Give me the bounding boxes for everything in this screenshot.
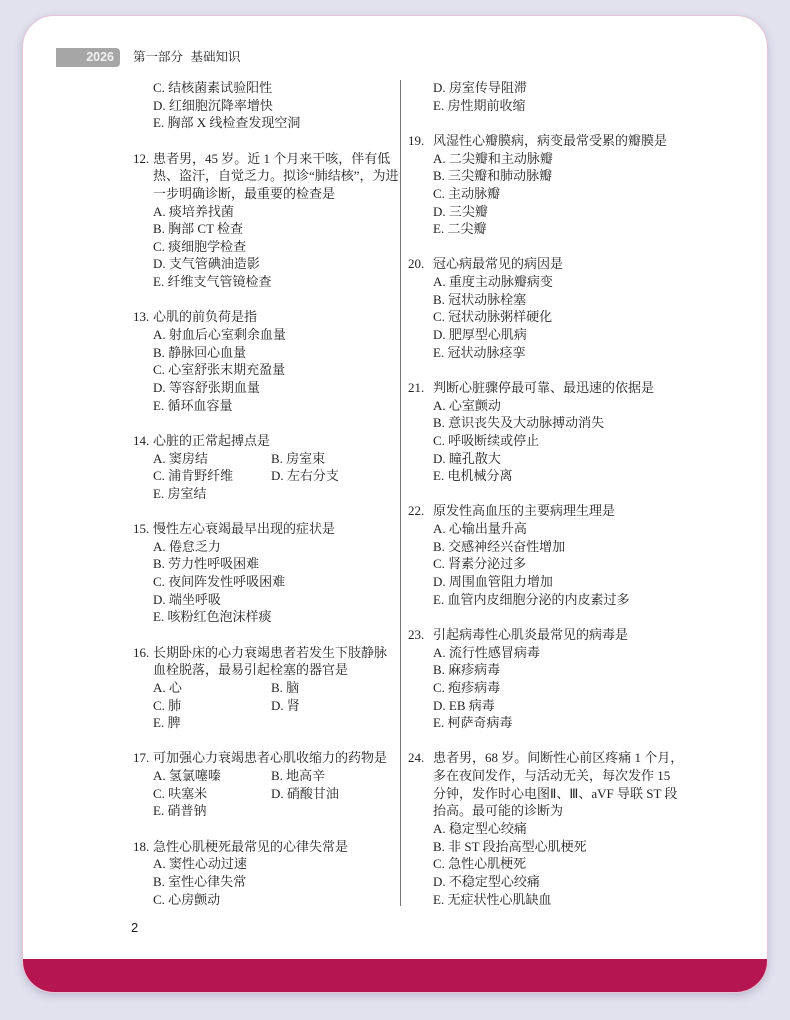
question-stem-line [408,626,668,644]
question [133,432,399,503]
question-number [133,661,153,679]
answer-option: E. 电机械分离 [433,468,513,484]
question-stem-line [133,749,399,767]
answer-options [408,273,668,361]
answer-option: A. 窦性心动过速 [153,856,247,872]
answer-option: C. 冠状动脉粥样硬化 [433,309,553,325]
question-number [408,802,433,820]
answer-option: C. 肾素分泌过多 [433,556,527,572]
answer-option: A. 痰培养找菌 [153,203,234,219]
answer-option: D. 红细胞沉降率增快 [153,97,273,113]
answer-option: C. 痰细胞学检查 [153,238,247,254]
question-stem-text: 冠心病最常见的病因是 [433,256,564,272]
question-stem-text: 判断心脏骤停最可靠、最迅速的依据是 [433,379,655,395]
answer-option: E. 二尖瓣 [433,221,487,237]
question-stem-line [133,185,399,203]
answer-option: A. 氢氯噻嗪 [153,768,221,784]
question-stem-text: 血栓脱落，最易引起栓塞的器官是 [153,662,349,678]
question-stem-text: 风湿性心瓣膜病，病变最常受累的瓣膜是 [433,132,668,148]
answer-option: D. 三尖瓣 [433,203,488,219]
column-divider [400,80,401,906]
question-stem-line [408,502,668,520]
answer-option: E. 无症状性心肌缺血 [433,891,552,907]
question-stem-line [133,644,399,662]
question-stem-line [133,661,399,679]
answer-option: A. 流行性感冒病毒 [433,644,540,660]
question-number: 17. [133,750,150,766]
section-title: 第一部分 基础知识 [133,50,241,64]
answer-option: E. 咳粉红色泡沫样痰 [153,609,272,625]
answer-option: D. 肥厚型心肌病 [433,327,527,342]
question-stem-line [408,749,684,767]
question [408,132,668,238]
question-stem-text: 急性心肌梗死最常见的心律失常是 [153,838,349,854]
page-number: 2 [131,920,139,935]
question-stem-text: 患者男，68 岁。间断性心前区疼痛 1 个月， [433,750,684,766]
answer-option: E. 循环血容量 [153,397,233,413]
answer-option: C. 呼吸断续或停止 [433,432,540,448]
answer-options [408,644,668,732]
question-stem-text: 心肌的前负荷是指 [153,309,258,325]
question-number: 18. [133,838,150,854]
question-stem-text: 抬高。最可能的诊断为 [433,803,564,819]
answer-option: C. 浦肯野纤维 [153,468,234,484]
answer-option: A. 重度主动脉瓣病变 [433,274,553,290]
answer-option: B. 室性心律失常 [153,873,247,889]
answer-option: C. 呋塞米 [153,785,208,801]
answer-option: D. 端坐呼吸 [153,591,221,607]
answer-options [133,450,399,503]
answer-option: E. 纤维支气管镜检查 [153,274,272,290]
answer-option: D. 肾 [271,697,300,713]
answer-option: D. 硝酸甘油 [271,785,339,801]
question-number: 24. [408,750,425,766]
answer-option: C. 心房颤动 [153,891,221,907]
answer-options [133,203,399,291]
answer-option: B. 非 ST 段抬高型心肌梗死 [433,838,587,854]
question-stem-line [133,167,399,185]
question-number [133,167,153,185]
book-page [22,15,768,993]
question-stem-line [133,432,399,450]
question-stem-text: 长期卧床的心力衰竭患者若发生下肢静脉 [153,644,388,660]
question-number: 14. [133,432,150,448]
answer-option: D. 周围血管阻力增加 [433,574,553,589]
question [408,379,668,485]
question-number: 12. [133,150,150,166]
question [133,838,399,909]
right-column [408,79,684,926]
answer-option: E. 柯萨奇病毒 [433,715,513,731]
question-number: 20. [408,256,425,272]
question [408,255,668,361]
answer-option: E. 硝普钠 [153,803,207,819]
answer-option: B. 劳力性呼吸困难 [153,556,260,572]
question-stem-line [133,520,399,538]
answer-option: A. 射血后心室剩余血量 [153,327,286,343]
question-number [133,185,153,203]
answer-option: A. 窦房结 [153,450,208,466]
answer-option: D. 房室传导阻滞 [433,80,527,95]
answer-option: C. 肺 [153,697,182,713]
question-number: 16. [133,644,150,660]
question [133,749,399,820]
question-number: 22. [408,503,425,519]
question-stem-text: 分钟，发作时心电图Ⅱ、Ⅲ、aVF 导联 ST 段 [433,785,678,801]
question-number: 19. [408,132,425,148]
answer-option: E. 房室结 [153,485,207,501]
answer-option: D. 瞳孔散大 [433,450,501,466]
answer-options [408,520,668,608]
answer-option: B. 房室束 [271,450,326,466]
question-stem-line [408,132,668,150]
question-stem-line [408,802,668,820]
answer-option: E. 冠状动脉痉挛 [433,344,526,360]
bottom-band [23,959,767,992]
question-stem-line [408,255,668,273]
answer-option: B. 静脉回心血量 [153,344,247,360]
question-continuation [408,79,668,114]
answer-options [408,397,668,485]
answer-option: D. 等容舒张期血量 [153,379,260,395]
answer-option: A. 心输出量升高 [433,521,527,537]
question-stem-line [408,379,668,397]
question-stem-line [408,785,678,803]
answer-option: D. 支气管碘油造影 [153,256,260,272]
answer-option: E. 胸部 X 线检查发现空洞 [153,115,301,131]
answer-option: C. 疱疹病毒 [433,679,501,695]
answer-options [133,79,399,132]
answer-option: A. 心 [153,679,182,695]
question [133,644,399,732]
answer-option: C. 心室舒张末期充盈量 [153,362,286,378]
answer-option: E. 脾 [153,715,181,731]
question [408,749,684,908]
question-stem-text: 慢性左心衰竭最早出现的症状是 [153,521,336,537]
answer-options [133,855,399,908]
question-stem-text: 热、盗汗，自觉乏力。拟诊“肺结核”，为进 [153,168,399,184]
answer-option: C. 主动脉瓣 [433,185,501,201]
question-number [408,785,433,803]
answer-options [133,326,399,414]
question-number: 13. [133,309,150,325]
answer-option: D. 不稳定型心绞痛 [433,873,540,889]
question-number [408,767,433,785]
answer-option: A. 稳定型心绞痛 [433,821,527,837]
answer-options [133,679,399,732]
answer-option: E. 房性期前收缩 [433,97,526,113]
question [408,502,668,608]
question-stem-line [133,150,399,168]
answer-option: A. 倦怠乏力 [153,538,221,554]
answer-option: C. 结核菌素试验阳性 [153,80,273,95]
question-number: 15. [133,521,150,537]
answer-option: B. 脑 [271,679,300,695]
answer-option: D. EB 病毒 [433,697,495,713]
year-tab: 2026 [56,48,120,67]
left-column [133,79,399,926]
answer-options [408,79,668,114]
answer-option: B. 交感神经兴奋性增加 [433,538,566,554]
question-stem-line [408,767,671,785]
answer-option: B. 胸部 CT 检查 [153,221,244,237]
question-continuation [133,79,399,132]
question-stem-text: 引起病毒性心肌炎最常见的病毒是 [433,626,629,642]
question-number: 21. [408,379,425,395]
answer-option: B. 意识丧失及大动脉搏动消失 [433,415,605,431]
answer-options [408,820,668,908]
question-stem-text: 心脏的正常起搏点是 [153,432,271,448]
answer-option: A. 心室颤动 [433,397,501,413]
question [133,520,399,626]
answer-option: B. 冠状动脉栓塞 [433,291,527,307]
answer-option: B. 三尖瓣和肺动脉瓣 [433,168,553,184]
question [408,626,668,732]
question-stem-text: 一步明确诊断，最重要的检查是 [153,185,336,201]
answer-option: D. 左右分支 [271,468,339,484]
question [133,150,399,291]
answer-option: B. 麻疹病毒 [433,662,501,678]
question [133,308,399,414]
answer-options [133,538,399,626]
question-stem-line [133,308,399,326]
question-stem-text: 多在夜间发作，与活动无关，每次发作 15 [433,768,671,784]
answer-options [133,767,399,820]
answer-option: C. 夜间阵发性呼吸困难 [153,574,286,590]
question-stem-line [133,838,399,856]
question-number: 23. [408,626,425,642]
answer-options [408,150,668,238]
answer-option: C. 急性心肌梗死 [433,856,527,872]
answer-option: B. 地高辛 [271,768,326,784]
answer-option: E. 血管内皮细胞分泌的内皮素过多 [433,591,630,607]
question-stem-text: 患者男，45 岁。近 1 个月来干咳，伴有低 [153,150,391,166]
question-stem-text: 可加强心力衰竭患者心肌收缩力的药物是 [153,750,388,766]
question-stem-text: 原发性高血压的主要病理生理是 [433,503,616,519]
answer-option: A. 二尖瓣和主动脉瓣 [433,150,553,166]
